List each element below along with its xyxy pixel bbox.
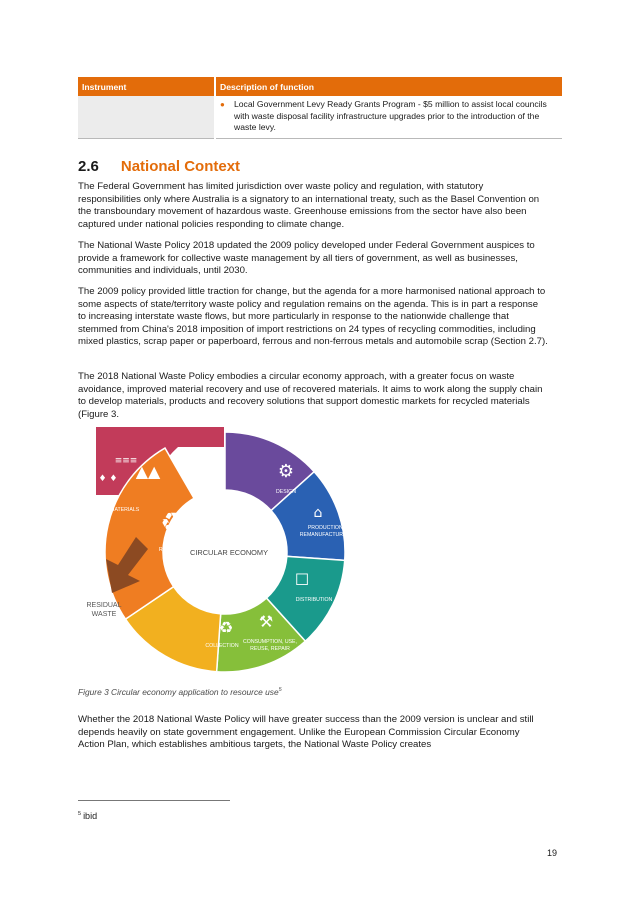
tools-icon: ⚒ bbox=[258, 612, 274, 631]
figure-caption bbox=[78, 687, 282, 697]
recycle-icon: ♻ bbox=[160, 508, 184, 538]
bin-icon: ♻ bbox=[218, 618, 234, 637]
page-number: 19 bbox=[547, 848, 558, 858]
gears-head-icon: ⚙ bbox=[277, 461, 295, 482]
footnote-divider bbox=[78, 800, 230, 801]
residual-waste-label-line2: WASTE bbox=[91, 611, 117, 618]
caption-footnote-ref: 5 bbox=[278, 687, 282, 694]
paragraph-federal-jurisdiction: The Federal Government has limited jurisdiction over waste policy and regulation, with statutory responsibilities only where Australia is a signatory to an international treaty, such as the Basel Convention on the transboundary movement of hazardous waste. Greenhouse emissions from the sector have also been captured under national policies responding to climate change. bbox=[78, 181, 540, 230]
bullet-icon: ● bbox=[220, 100, 225, 109]
instrument-table bbox=[78, 77, 562, 139]
design-label: DESIGN bbox=[276, 489, 296, 495]
section-title: National Context bbox=[120, 158, 241, 175]
shopping-cart-icon: ☐ bbox=[294, 570, 310, 589]
circular-economy-diagram bbox=[78, 425, 353, 677]
production-label-line2: REMANUFACTURING bbox=[299, 532, 353, 538]
footnote-text: ibid bbox=[83, 811, 98, 821]
table-header-description: Description of function bbox=[215, 77, 562, 96]
table-row bbox=[78, 96, 562, 138]
paragraph-circular-approach: The 2018 National Waste Policy embodies a circular economy approach, with a greater focus on waste avoidance, improved material recovery and use of recovered materials. It aims to work along the supply chain to develop materials, products and recovery solutions that support domestic markets for recycled materials (Figure 3. bbox=[78, 371, 543, 420]
trees-icon: ▲▲ bbox=[135, 462, 161, 481]
collection-label: COLLECTION bbox=[205, 643, 239, 649]
table-cell-description bbox=[215, 96, 562, 138]
bullet-text: Local Government Levy Ready Grants Program - $5 million to assist local councils with waste disposal facility infrastructure upgrades prior to the introduction of the waste levy. bbox=[234, 99, 547, 132]
droplets-icon: ♦ ♦ bbox=[98, 474, 118, 484]
footnote bbox=[78, 811, 97, 821]
production-label-line1: PRODUCTION, bbox=[307, 525, 345, 531]
paragraph-national-waste-policy: The National Waste Policy 2018 updated the 2009 policy developed under Federal Government auspices to provide a framework for collective waste management by all tiers of government, as well as businesses, communities and individuals, until 2030. bbox=[78, 240, 535, 277]
residual-waste-label-line1: RESIDUAL bbox=[86, 602, 122, 609]
table-cell-instrument bbox=[78, 96, 215, 138]
section-heading bbox=[78, 158, 240, 175]
consumption-label-line2: REUSE, REPAIR bbox=[250, 646, 290, 652]
table-header-instrument: Instrument bbox=[78, 77, 215, 96]
center-label: CIRCULAR ECONOMY bbox=[189, 548, 269, 557]
caption-text: Figure 3 Circular economy application to resource use bbox=[78, 687, 279, 697]
raw-materials-label: RAW MATERIALS bbox=[96, 507, 140, 513]
paragraph-2009-policy: The 2009 policy provided little traction for change, but the agenda for a more harmonised national approach to some aspects of state/territory waste policy and regulation remains on the agenda. This is in part a response to increasing interstate waste flows, but more particularly in response to the nationwide challenge that stemmed from China's 2018 imposition of import restrictions on 24 types of recycling commodities, including mixed plastics, scrap paper or paperboard, ferrous and non-ferrous metals and automobile scrap (Section 2.7). bbox=[78, 286, 548, 348]
footnote-number: 5 bbox=[78, 811, 82, 817]
factory-icon: ≡≡≡ bbox=[114, 456, 138, 466]
distribution-label: DISTRIBUTION bbox=[295, 597, 333, 603]
factory-production-icon: ⌂ bbox=[313, 505, 323, 521]
paragraph-policy-comparison: Whether the 2018 National Waste Policy will have greater success than the 2009 version is unclear and still depends heavily on state government engagement. Unlike the European Commission Circular Economy Action Plan, which establishes ambitious targets, the National Waste Policy creates bbox=[78, 714, 534, 751]
recycling-label: RECYCLING bbox=[158, 547, 190, 553]
section-number: 2.6 bbox=[78, 158, 99, 175]
consumption-label-line1: CONSUMPTION, USE, bbox=[243, 639, 297, 645]
